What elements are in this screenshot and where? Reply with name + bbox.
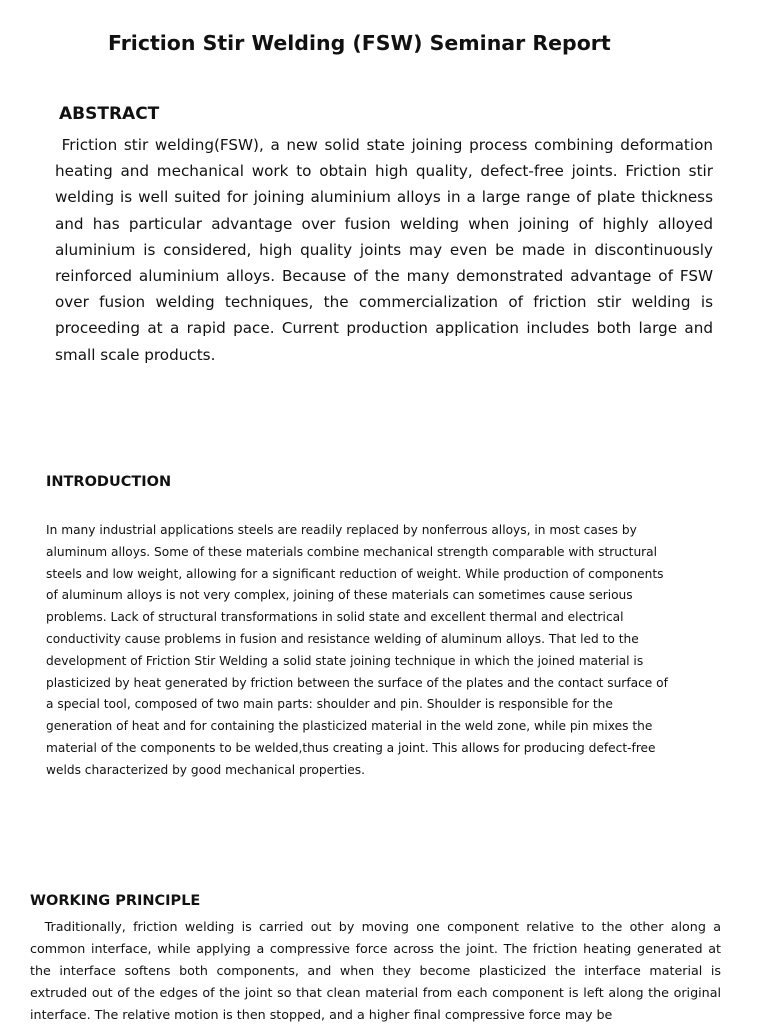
working-principle-paragraph	[30, 916, 721, 1024]
introduction-paragraph: In many industrial applications steels are readily replaced by nonferrous alloys, in most cases by aluminum alloys. Some of these materials combine mechanical strength comparable with structural steels and low weight, allowing for a significant reduction of weight. While production of components of aluminum alloys is not very complex, joining of these materials can sometimes cause serious problems. Lack of structural transformations in solid state and excellent thermal and electrical conductivity cause problems in fusion and resistance welding of aluminum alloys. That led to the development of Friction Stir Welding a solid state joining technique in which the joined material is plasticized by heat generated by friction between the surface of the plates and the contact surface of a special tool, composed of two main parts: shoulder and pin. Shoulder is responsible for the generation of heat and for containing the plasticized material in the weld zone, while pin mixes the material of the components to be welded,thus creating a joint. This allows for producing defect-free welds characterized by good mechanical properties.	[46, 523, 668, 777]
introduction-heading: INTRODUCTION	[46, 474, 172, 490]
document-title: Friction Stir Welding (FSW) Seminar Report	[108, 31, 611, 55]
abstract-text: Friction stir welding(FSW), a new solid state joining process combining deformation heating and mechanical work to obtain high quality, defect-free joints. Friction stir welding is well suited for joining aluminium alloys in a large range of plate thickness and has particular advantage over fusion welding when joining of highly alloyed aluminium is considered, high quality joints may even be made in discontinuously reinforced aluminium alloys. Because of the many demonstrated advantage of FSW over fusion welding techniques, the commercialization of friction stir welding is proceeding at a rapid pace. Current production application includes both large and small scale products.	[55, 136, 714, 364]
abstract-paragraph	[55, 132, 713, 368]
working-principle-text: Traditionally, friction welding is carried out by moving one component relative to the other along a common interface, while applying a compressive force across the joint. The friction heating generated at the interface softens both components, and when they become plasticized the interface material is extruded out of the edges of the joint so that clean material from each component is left along the original interface. The relative motion is then stopped, and a higher final compressive force may be	[30, 919, 721, 1022]
working-principle-heading: WORKING PRINCIPLE	[30, 893, 201, 909]
abstract-heading: ABSTRACT	[59, 104, 160, 124]
